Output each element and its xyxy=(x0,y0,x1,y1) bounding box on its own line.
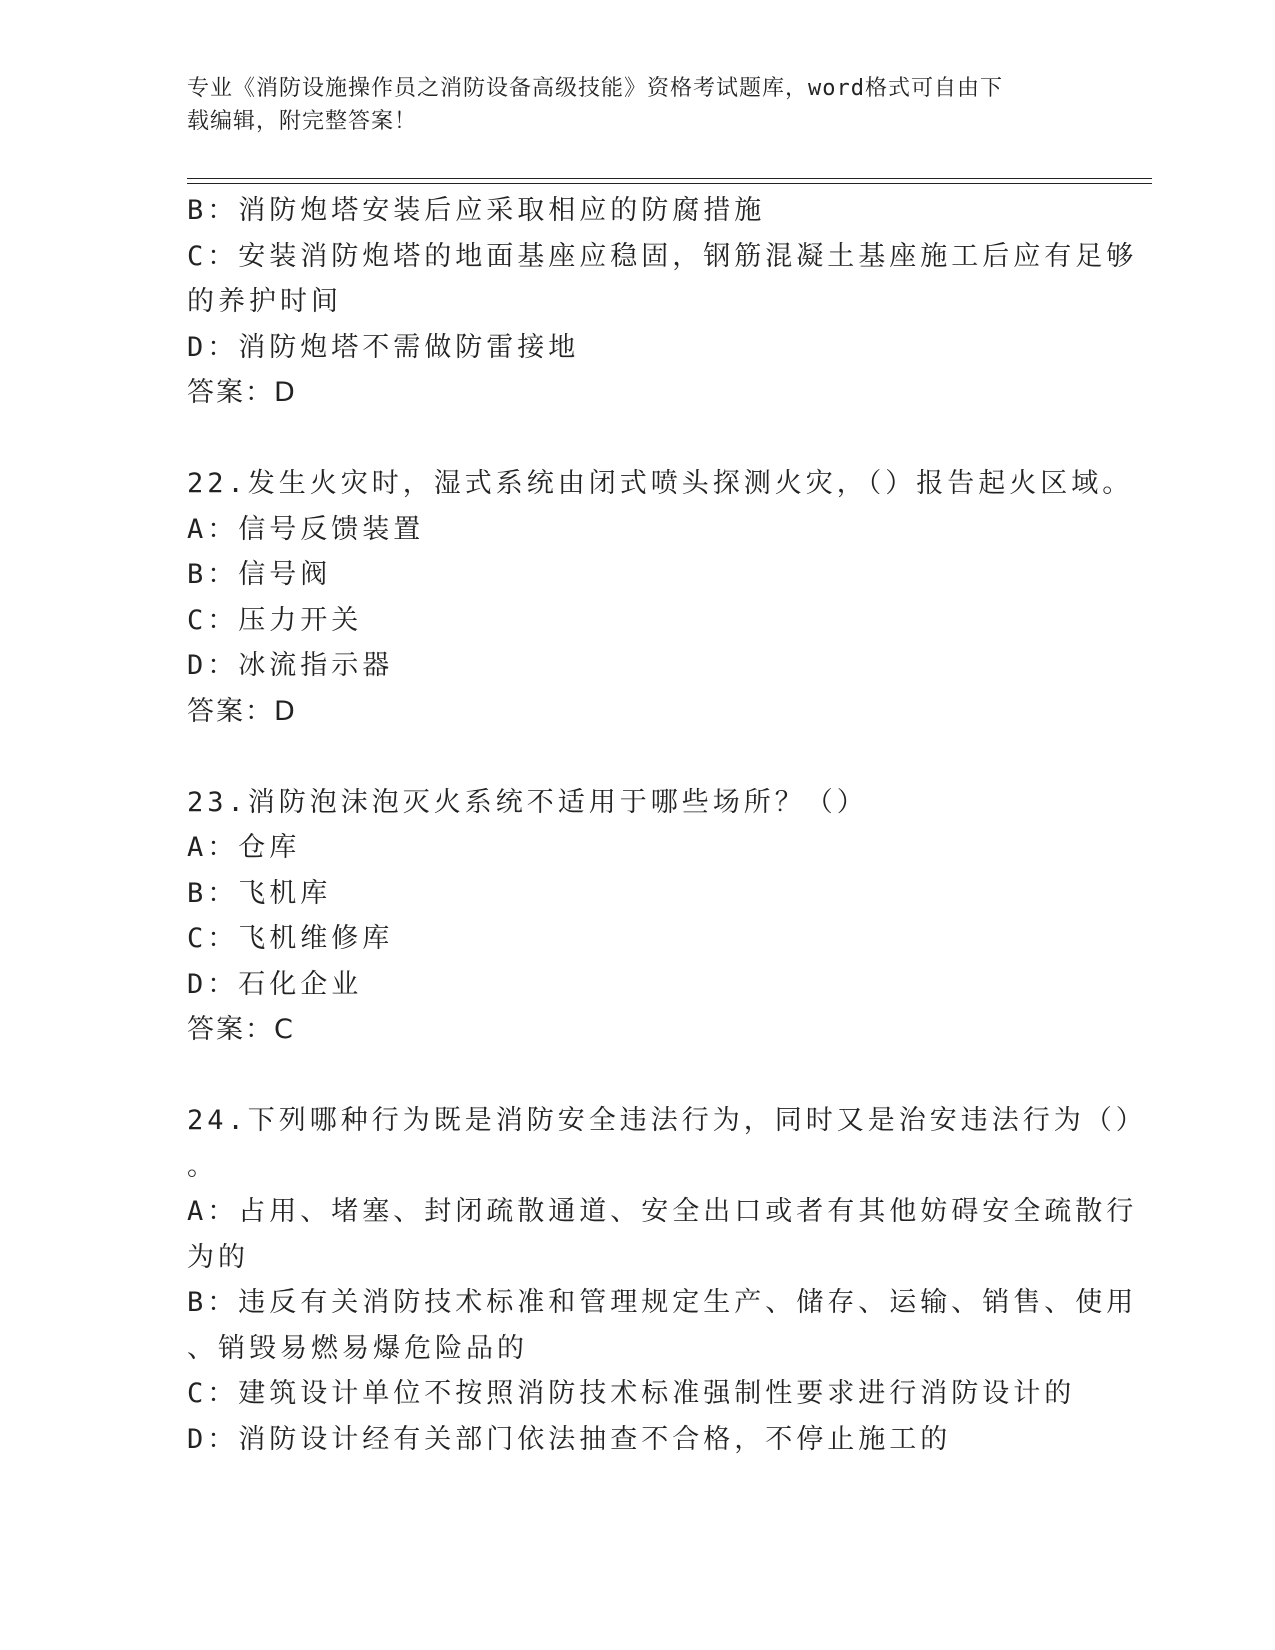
spacer xyxy=(187,416,1077,462)
question-22-block xyxy=(187,461,1134,734)
option-b: B：信号阀 xyxy=(187,559,332,590)
answer: 答案：D xyxy=(187,695,297,727)
option-a: A：仓库 xyxy=(187,832,301,863)
question-stem: 23.消防泡沫泡灭火系统不适用于哪些场所？（） xyxy=(187,786,868,818)
question-23-block xyxy=(187,780,1077,1053)
header-line-2: 载编辑，附完整答案！ xyxy=(187,109,418,134)
page-header xyxy=(187,72,1067,138)
option-d: D：冰流指示器 xyxy=(187,650,394,681)
option-c-line-1: C：安装消防炮塔的地面基座应稳固，钢筋混凝土基座施工后应有足够 xyxy=(187,240,1138,272)
question-content xyxy=(187,188,1147,1462)
option-d: D：消防设计经有关部门依法抽查不合格，不停止施工的 xyxy=(187,1423,952,1455)
option-c: C：压力开关 xyxy=(187,604,363,636)
spacer xyxy=(187,734,1077,780)
answer: 答案：D xyxy=(187,377,297,408)
option-b: B：消防炮塔安装后应采取相应的防腐措施 xyxy=(187,195,766,226)
prev-question-block xyxy=(187,188,1138,416)
header-divider-bottom xyxy=(187,183,1152,184)
spacer xyxy=(187,1053,1077,1099)
answer: 答案：C xyxy=(187,1014,295,1045)
question-24-block xyxy=(187,1098,1147,1462)
option-b-line-2: 、销毁易燃易爆危险品的 xyxy=(187,1332,528,1364)
option-c: C：飞机维修库 xyxy=(187,923,394,954)
option-a-line-1: A：占用、堵塞、封闭疏散通道、安全出口或者有其他妨碍安全疏散行 xyxy=(187,1196,1138,1227)
header-line-1: 专业《消防设施操作员之消防设备高级技能》资格考试题库，word格式可自由下 xyxy=(187,76,1003,101)
question-stem: 22.发生火灾时，湿式系统由闭式喷头探测火灾，（）报告起火区域。 xyxy=(187,468,1134,499)
option-d: D：消防炮塔不需做防雷接地 xyxy=(187,331,580,363)
option-d: D：石化企业 xyxy=(187,968,363,1000)
question-stem-line-1: 24.下列哪种行为既是消防安全违法行为，同时又是治安违法行为（） xyxy=(187,1105,1147,1136)
question-stem-line-2: 。 xyxy=(187,1150,218,1182)
option-b: B：飞机库 xyxy=(187,877,332,909)
option-a-line-2: 为的 xyxy=(187,1241,249,1273)
option-c: C：建筑设计单位不按照消防技术标准强制性要求进行消防设计的 xyxy=(187,1378,1076,1409)
option-c-line-2: 的养护时间 xyxy=(187,286,342,317)
option-a: A：信号反馈装置 xyxy=(187,513,425,545)
option-b-line-1: B：违反有关消防技术标准和管理规定生产、储存、运输、销售、使用 xyxy=(187,1287,1138,1318)
header-divider-top xyxy=(187,178,1152,179)
